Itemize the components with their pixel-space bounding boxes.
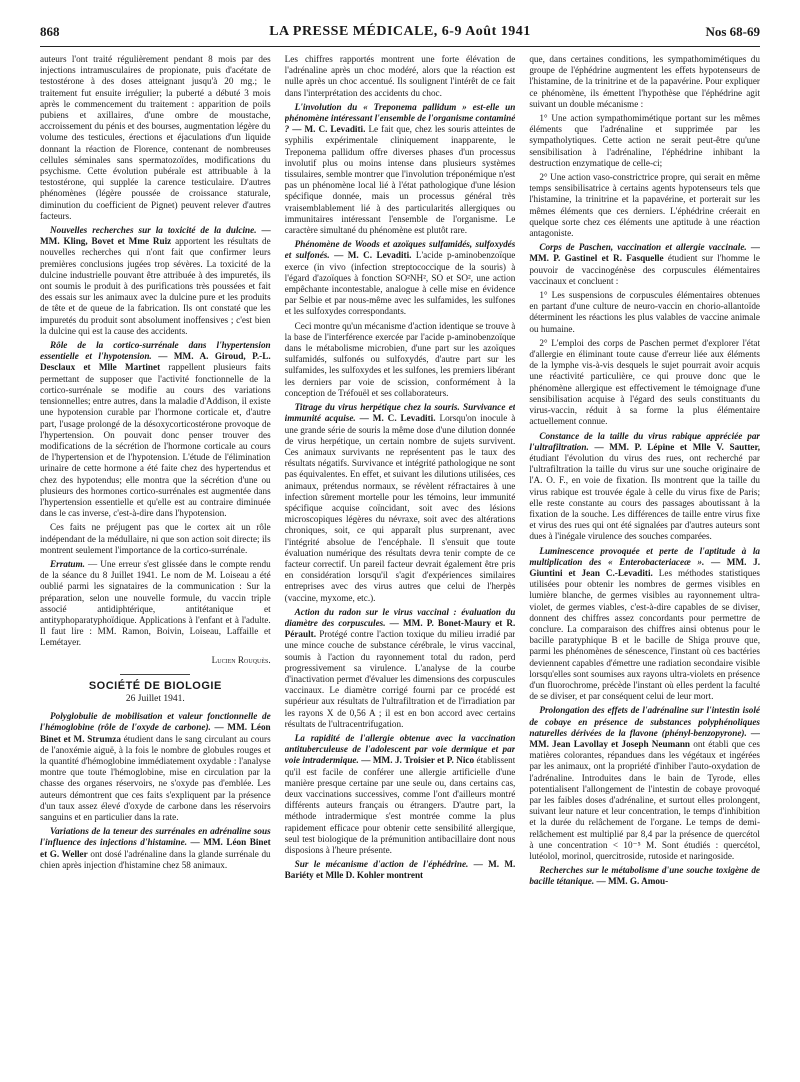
abstract (529, 865, 760, 887)
abstract-title: Variations de la teneur des surrénales en adrénaline sous l'influence des injections d'histamine. (40, 826, 271, 848)
abstract-title: L'involution du « Treponema pallidum » est-elle un phénomène intéressant l'ensemble de l'organisme contaminé ? (284, 101, 516, 135)
abstract-text: rappellent plusieurs faits permettant de supposer que l'activité fonctionnelle de la cortico-surrénale se modifie au cours des variations tensionnelles; entre autres, dans la maladie d'Addison, il existe une hypotension curable par l'hormone corticale et, d'autre part, l'usage prolongé de la désoxycorticostérone provoque de l'hypertension. On pouvait donc penser trouver des modifications de la sécrétion de l'hormone corticale au cours de l'hypertension et de l'hypotension. L'étude de l'élimination urinaire de cette hormone a été faite chez des hypertendus et chez des hypotendus; elle montra que la sécrétion d'une ou plusieurs des hormones cortico-surrénales est augmentée dans l'hypertension essentielle et qu'elle est au contraire diminuée dans le cas inverse, c'est-à-dire dans l'hypotension. (40, 362, 271, 519)
abstract-authors: — MM. A. Giroud, P.-L. Desclaux et Mlle Martinet (40, 351, 271, 373)
abstract (285, 607, 516, 730)
erratum-title: Erratum. (50, 558, 85, 569)
abstract (40, 711, 271, 823)
paragraph: 1° Une action sympathomimétique portant sur les mêmes éléments que l'adrénaline et supprimée par les sympatholytiques. Cette action ne serait peut-être qu'une sensibilisation à l'adrénaline, l'éphédrine inhibant la destruction enzymatique de celle-ci; (529, 113, 760, 168)
abstract-authors: — M. C. Levaditi. (292, 124, 366, 135)
paragraph: Ces faits ne préjugent pas que le cortex ait un rôle indépendant de la médullaire, ni que son action soit directe; ils montrent seulement l'importance de la cortico-surrénale. (40, 522, 271, 555)
abstract-text: Les méthodes statistiques utilisées pour obtenir les nombres de germes visibles en lumière blanche, de germes visibles au rayonnement ultra-violet, de germes viables, c'est-à-dire capables de se diviser, donnent des chiffres assez concordants pour permettre de conclure. La comparaison des chiffres ainsi obtenus pour le bacille paratyphique B et le bacille de Shiga prouve que, parmi les phénomènes de sénescence, l'instant où ces bactéries deviennent capables d'émettre une radiation secondaire visible lorsqu'elles sont soumises aux rayons ultra-violets en présence d'un fluorochrome, précède l'instant où elles perdent la faculté de se diviser, et par conséquent celui de leur mort. (529, 567, 760, 702)
abstract-text: étudient dans le sang circulant au cours de l'anoxémie aiguë, à la fois le nombre de globules rouges et la quantité d'hémoglobine immédiatement oxydable : l'analyse montre que toute l'hémoglobine, mise en circulation par la chasse des organes réservoirs, ne s'oxyde pas d'emblée. Les auteurs démontrent que ces faits s'expliquent par la présence d'un taux assez élevé d'oxyde de carbone dans les réservoirs sanguins et en particulier dans la rate. (40, 733, 271, 822)
abstract-text: L'acide p-aminobenzoïque exerce (in vivo (infection streptococcique de la souris) à l'égard d'azoïques à fonction SO²NH², SO et SO², une action empêchante incontestable, analogue à celle mise en évidence par Selbie et par nous-même avec les sulfamides, les sulfones et les sulfoxydes correspondants. (284, 250, 516, 317)
abstract-authors: — MM. P. Gastinel et R. Fasquelle (529, 242, 760, 264)
abstract-authors: — M. C. Levaditi. (359, 413, 436, 424)
abstract (285, 402, 516, 604)
abstract-authors: — M. C. Levaditi. (334, 250, 412, 261)
paragraph: que, dans certaines conditions, les sympathomimétiques du groupe de l'éphédrine augmentent les effets hypotenseurs de l'histamine, de la trinitrine et de la papavérine. Pour expliquer ce phénomène, ils émettent l'hypothèse que l'éphédrine agit suivant un double mécanisme : (529, 54, 760, 109)
page-header (40, 18, 760, 47)
abstract-text: étudient sur l'homme le pouvoir de vaccinogénèse des corpuscules élémentaires vaccinaux et concluent : (529, 253, 760, 286)
abstract-title: Phénomène de Woods et azoïques sulfamidés, sulfoxydés et sulfonés. (284, 239, 516, 261)
abstract-authors: — M. M. Bariéty et Mlle D. Kohler montrent (284, 859, 516, 881)
abstract (529, 546, 760, 703)
issue-number: Nos 68-69 (705, 24, 760, 39)
session-date: 26 Juillet 1941. (125, 693, 185, 704)
abstract-title: Luminescence provoquée et perte de l'aptitude à la multiplication des « Enterobacteriaceæ ». (529, 545, 760, 567)
abstract-title: Constance de la taille du virus rabique appréciée par l'ultrafiltration. (529, 430, 760, 452)
column-2 (285, 54, 516, 1072)
abstract-text: ont établi que ces matières colorantes, répandues dans les végétaux et ingérées par les animaux, ont la propriété d'inhiber l'auto-oxydation de l'adrénaline. Introduites dans le bain de Tyrode, elles potentialisent l'allongement de l'intestin de cobaye provoqué par les faibles doses d'adrénaline, et surtout elles prolongent, suivant leur nature et leur concentration, le temps d'inhibition et la durée du relâchement de l'organe. Le temps de demi-relâchement est multiplié par 8,4 par la présence de quercétol à une concentration < 10⁻⁵ M. Sont étudiés : quercétol, lutéolol, morinol, quercitroside, rutoside et naringoside. (529, 738, 760, 862)
erratum (40, 559, 271, 649)
abstract-title: Corps de Paschen, vaccination et allergie vaccinale. (539, 242, 747, 253)
page-number: 868 (40, 24, 60, 39)
abstract-authors: — MM. P. Bonet-Maury et R. Pérault. (284, 617, 516, 640)
paragraph: auteurs l'ont traité régulièrement pendant 8 mois par des injections intramusculaires de propionate, puis d'acétate de testostérone à des doses atteignant jusqu'à 20 mg.; le traitement fut ensuite irrégulier; la puberté a débuté 3 mois après le commencement du traitement : apparition de poils pubiens et axillaires, d'une ombre de moustache, accroissement du pénis et des bourses, augmentation légère du volume des testicules, érections et éjaculations d'un liquide donnant la réaction de Florence, contenant de nombreuses cellules séminales sans spermatozoïdes, modifications du psychisme. Cette évolution pubérale est attribuable à la testostérone, qui supplée la carence testiculaire. D'autres phénomènes (légère poussée de croissance staturale, diminution du coefficient de Pignet) peuvent relever d'autres facteurs. (40, 54, 271, 221)
section-divider (120, 674, 190, 675)
paragraph: Ceci montre qu'un mécanisme d'action identique se trouve à la base de l'interférence exercée par l'acide p-aminobenzoïque dans le métabolisme microbien, d'une part sur les azoïques sulfamidés, sulfonés ou sulfoxydés, d'autre part sur les sulfamides, les sulfoxydes et les sulfones, les premiers libérant les derniers par voie de scission, conformément à la conception de Tréfouël et ses collaborateurs. (284, 320, 516, 398)
abstract (529, 242, 760, 287)
abstract-text: apportent les résultats de nouvelles recherches qui n'ont fait que confirmer leurs premières conclusions jugées trop sévères. La toxicité de la dulcine industrielle pouvant être attribuée à des impuretés, ils ont soumis le produit à des purifications très poussées et fait des essais sur les animaux avec la dulcine pure et les produits de tête et de queue de la fabrication. Ils ont constaté que les impuretés du produit sont absolument inoffensives ; c'est bien la dulcine qui est la cause des accidents. (40, 236, 271, 336)
abstract-authors: — MM. G. Amou- (596, 876, 669, 887)
paragraph: Les chiffres rapportés montrent une forte élévation de l'adrénaline après un choc modéré, alors que la réaction est nulle après un choc accentué. Ils soulignent l'intérêt de ce fait dans l'interprétation des accidents du choc. (284, 54, 516, 98)
abstract-authors: — MM. J. Giuntini et Jean C.-Levaditi. (529, 556, 760, 578)
abstract-title: Titrage du virus herpétique chez la souris. Survivance et immunité acquise. (284, 402, 516, 424)
column-1 (40, 54, 271, 1072)
paragraph: 2° L'emploi des corps de Paschen permet d'explorer l'état d'allergie en éliminant toute cause d'erreur liée aux éléments de la lymphe vis-à-vis desquels le sujet pourrait avoir acquis une réactivité particulière, ce qui prouve donc que le phénomène allergique est effectivement le témoignage d'une sensibilisation acquise à l'égard des seuls constituants du virus-vaccin, réduit à sa forme la plus élémentaire actuellement connue. (529, 337, 760, 427)
abstract-text: ont dosé l'adrénaline dans la glande surrénale du chien après injection d'histamine chez 58 animaux. (40, 848, 271, 870)
abstract (285, 239, 516, 317)
abstract-title: Prolongation des effets de l'adrénaline sur l'intestin isolé de cobaye en présence de substances polyphénoliques naturelles dérivées de la flavone (phényl-benzopyrone). (529, 705, 760, 738)
abstract-text: Lorsqu'on inocule à une grande série de souris la même dose d'une dilution donnée de virus herpétique, un certain nombre de sujets survivent. Ces animaux survivants ne représentent pas le taux des résultats négatifs. Survivance et intégrité pathologique ne sont pas équivalentes. En effet, et suivant les dilutions utilisées, ces animaux, prétendus normaux, se révèlent réfractaires à une infection sûrement mortelle pour les témoins, leur immunité spécifique acquise coïncidant, soit avec des lésions microscopiques légères du névraxe, soit avec des altérations chroniques, soit, ce qui apparaît plus surprenant, avec l'intégrité absolue de l'encéphale. Il s'ensuit que toute évaluation numérique des résultats devra tenir compte de ce facteur correctif. Un pareil facteur devrait également être pris en considération lorsqu'il s'agit d'expériences similaires entreprises avec des virus autres que celui de l'herpès (vaccine, myxome, etc.). (284, 413, 516, 603)
journal-title: LA PRESSE MÉDICALE, 6-9 Août 1941 (269, 24, 531, 39)
abstract-title: Action du radon sur le virus vaccinal : évaluation du diamètre des corpuscules. (284, 606, 516, 628)
abstract-text: établissent qu'il est facile de conférer une allergie artificielle d'une manière presque certaine par une seule ou, dans certains cas, deux vaccinations successives, comme l'ont d'ailleurs montré différents auteurs français ou étrangers. D'autre part, la méthode intradermique s'est montrée comme la plus rapidement efficace pour obtenir cette sensibilité allergique, seul test biologique de la prémunition antibacillaire dont nous disposions à l'heure présente. (284, 755, 516, 856)
section-heading: SOCIÉTÉ DE BIOLOGIE (88, 679, 222, 692)
abstract (40, 340, 271, 519)
abstract (285, 859, 516, 881)
abstract-text: Le fait que, chez les souris atteintes de syphilis expérimentale cliniquement inapparente, le Treponema pallidum offre diverses phases d'un processus involutif plus ou moins intense dans plusieurs systèmes tissulaires, semble montrer que l'involution tréponémique n'est pas un phénomène local lié à l'état pathologique d'une lésion spécifique donnée, mais un processus général très vraisemblablement lié à des particularités allergiques ou immunitaires intéressant l'ensemble de l'organisme. Le caractère simultané du phénomène est plutôt rare. (284, 124, 516, 236)
abstract (285, 102, 516, 236)
abstract (285, 733, 516, 856)
abstract-title: Rôle de la cortico-surrénale dans l'hypertension essentielle et l'hypotension. (40, 340, 271, 362)
column-3 (529, 54, 760, 1072)
abstract (529, 705, 760, 862)
erratum-text: — Une erreur s'est glissée dans le compte rendu de la séance du 8 Juillet 1941. Le nom de M. Loiseau a été oublié parmi les signataires de la communication : Sur la préparation, selon une nouvelle formule, du vaccin triple associé antidiphtérique, antitétanique et antityphoparatyphoïdique. Applications à l'enfant et à l'adulte. Il faut lire : MM. Ramon, Boivin, Loiseau, Laffaille et Lemétayer. (40, 558, 271, 648)
abstract-title: Polyglobulie de mobilisation et valeur fonctionnelle de l'hémoglobine (rôle de l'oxyde de carbone). (40, 711, 271, 733)
abstract-authors: — MM. Kling, Bovet et Mme Ruiz (40, 225, 271, 247)
paragraph: 2° Une action vaso-constrictrice propre, qui serait en même temps sensibilisatrice à certains agents hypotenseurs tels que l'histamine, la trinitrine et la papavérine, et porterait sur les mêmes éléments que ces derniers. L'éphédrine créerait en quelque sorte chez ces éléments une aptitude à une réaction antagoniste. (529, 172, 760, 239)
abstract (529, 431, 760, 543)
abstract-title: Nouvelles recherches sur la toxicité de la dulcine. (50, 225, 257, 236)
abstract-authors: — MM. Léon Binet et G. Weller (40, 837, 271, 859)
abstract-text: Protégé contre l'action toxique du milieu irradié par une mince couche de substance cérébrale, le virus vaccinal, soumis à l'action du rayonnement total du radon, perd progressivement sa virulence. L'analyse de la courbe d'inactivation permet d'évaluer les dimensions des corpuscules vaccinaux. Le diamètre corrigé fourni par ce procédé est supérieur aux résultats de l'ultrafiltration et de l'irradiation par les rayons X de 0,56 A ; il est en bon accord avec certains résultats de l'ultracentrifugation. (284, 629, 516, 729)
abstract-authors: — MM. P. Lépine et Mlle V. Sautter, (594, 441, 760, 452)
abstract-authors: — MM. Jean Lavollay et Joseph Neumann (529, 727, 760, 749)
abstract-title: Recherches sur le métabolisme d'une souche toxigène de bacille tétanique. (529, 865, 760, 887)
paragraph: 1° Les suspensions de corpuscules élémentaires obtenues en partant d'une culture de neuro-vaccin en chorio-allantoïde déterminent les réactions les plus valables de vaccine animale ou humaine. (529, 290, 760, 334)
abstract-authors: — MM. J. Troisier et P. Nico (361, 755, 475, 766)
abstract (40, 826, 271, 871)
abstract-title: La rapidité de l'allergie obtenue avec la vaccination antituberculeuse de l'adolescent par voie dermique et par voie intradermique. (284, 732, 516, 766)
abstract-text: étudiant l'évolution du virus des rues, ont recherché par l'ultrafiltration la taille du virus sur une souche originaire de l'A. O. F., en voie de fixation. Ils montrent que la taille du virus rabique est trouvée égale à celle du virus fixe de Paris; elle reste constante au cours des passages aboutissant à la fixation de la souche. Les différences de taille entre virus fixe et virus des rues qui ont été signalées par d'autres auteurs sont dues à l'inégale virulence des souches comparées. (529, 452, 760, 542)
abstract-authors: — MM. Léon Binet et M. Strumza (40, 722, 271, 744)
abstract-title: Sur le mécanisme d'action de l'éphédrine. (294, 859, 469, 870)
article-columns (40, 54, 760, 1072)
abstract (40, 225, 271, 337)
author-signature: Lucien Rouquès. (211, 654, 271, 665)
